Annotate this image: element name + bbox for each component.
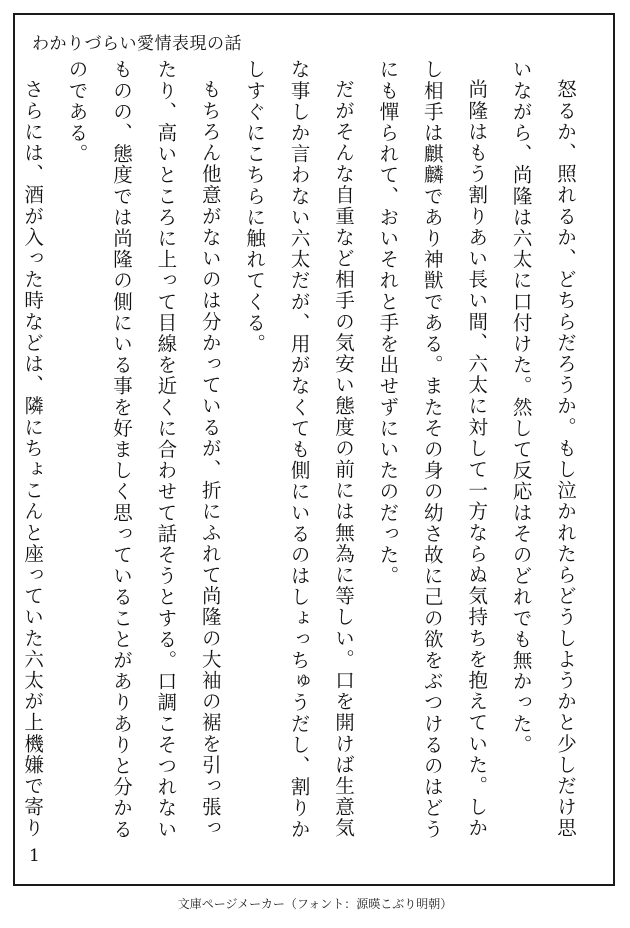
- paragraph: 尚隆はもう割りあい長い間、六太に対して一方ならぬ気持ちを抱えていた。しかし相手は麒麟であり神獣である。またその身の幼さ故に己の欲をぶつけるのはどうにも憚られて、おいそれと手を出せずにいたのだった。: [376, 59, 489, 840]
- paragraph: 怒るか、照れるか、どちらだろうか。もし泣かれたらどうしようかと少しだけ思いながら、尚隆は六太に口付けた。然して反応はそのどれでも無かった。: [509, 59, 577, 839]
- paragraph: もちろん他意がないのは分かっているが、折にふれて尚隆の大袖の裾を引っ張ったり、高いところに上って目線を近くに合わせて話そうとする。口調こそつれないものの、態度では尚隆の側にいる事を好ましく思っていることがありありと分かるのである。: [65, 59, 222, 840]
- footer-credit: 文庫ページメーカー（フォント：源暎こぶり明朝）: [177, 897, 453, 911]
- vertical-body-text: [21, 59, 587, 849]
- page-number: 1: [29, 846, 40, 866]
- paragraph: さらには、酒が入った時などは、隣にちょこんと座っていた六太が上機嫌で寄り: [21, 78, 45, 839]
- running-title: わかりづらい愛情表現の話: [32, 34, 242, 54]
- paragraph: だがそんな自重など相手の気安い態度の前には無為に等しい。口を開けば生意気な事しか言わない六太だが、用がなくても側にいるのはしょっちゅうだし、割りかしすぐにこちらに触れてくる。: [243, 59, 355, 840]
- book-page: [13, 13, 615, 886]
